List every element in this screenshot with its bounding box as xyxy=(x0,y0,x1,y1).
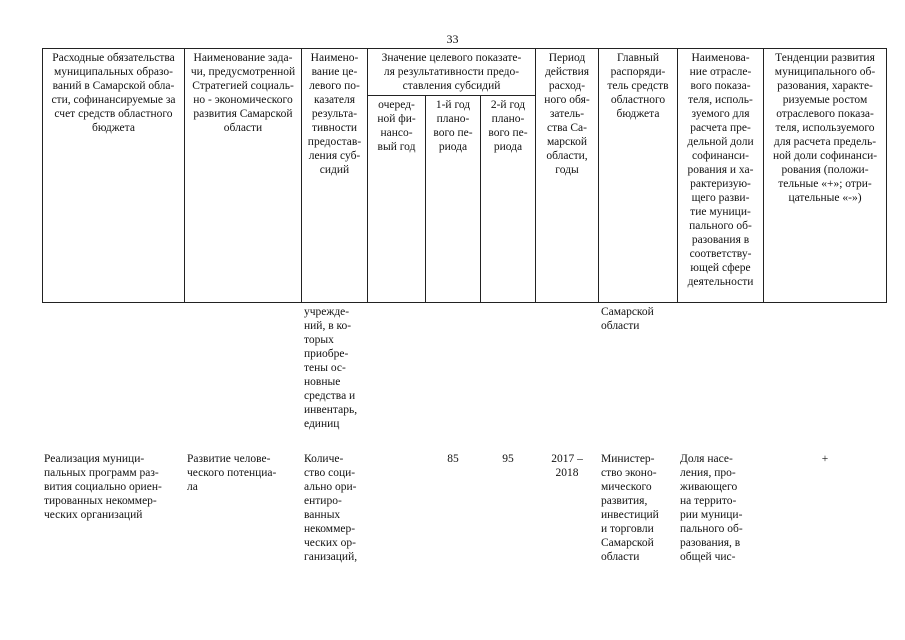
header-obligation-period: Период действия расход- ного обя- затель- ства Са- марской области, годы xyxy=(544,52,590,176)
page-number: 33 xyxy=(446,32,459,46)
header-plan-year-1: 1-й год плано- вого пе- риода xyxy=(433,99,473,153)
col-border xyxy=(42,48,43,303)
row-period: 2017 – 2018 xyxy=(551,453,583,479)
col-border xyxy=(598,48,599,303)
header-current-year: очеред- ной фи- нансо- вый год xyxy=(377,99,416,153)
col-border xyxy=(367,48,368,303)
header-main-manager: Главный распоряди- тель средств областного бюджета xyxy=(607,52,669,120)
group-divider xyxy=(367,95,535,96)
row-expenditure-obligation: Реализация муници- пальных программ раз- вития социально ориен- тированных некоммер- ческих организаций xyxy=(44,453,162,521)
continuation-manager-text: Самарской области xyxy=(601,306,654,332)
header-target-indicator-name: Наимено- вание це- левого по- казателя результа- тивности предостав- ления суб- сидий xyxy=(307,52,362,176)
row-indicator-name: Количе- ство соци- ально ори- ентиро- ванных некоммер- ческих ор- ганизаций, xyxy=(304,453,358,563)
col-border xyxy=(301,48,302,303)
row-value-plan-year-1: 85 xyxy=(447,453,459,465)
header-bottom-border xyxy=(42,302,886,303)
table-top-border xyxy=(42,48,886,49)
col-border xyxy=(184,48,185,303)
row-main-manager: Министер- ство эконо- мического развития, инвестиций и торговли Самарской области xyxy=(601,453,659,563)
header-plan-year-2: 2-й год плано- вого пе- риода xyxy=(488,99,528,153)
col-border xyxy=(886,48,887,303)
header-task-name: Наименование зада- чи, предусмотренной Стратегией социаль- но - экономического развития Самарской области xyxy=(190,52,296,134)
row-sector-indicator: Доля насе- ления, про- живающего на террито- рии муници- пального об- разования, в общей чис- xyxy=(680,453,743,563)
row-trend-sign: + xyxy=(821,453,829,465)
header-target-indicator-value: Значение целевого показате- ля результативности предо- ставления субсидий xyxy=(381,52,522,92)
header-expenditure-obligations: Расходные обязательства муниципальных образо- ваний в Самарской обла- сти, софинансируемые за счет средств областного бюджета xyxy=(51,52,176,134)
continuation-indicator-text: учрежде- ний, в ко- торых приобре- тены ос- новные средства и инвентарь, единиц xyxy=(304,306,358,430)
row-task-name: Развитие челове- ческого потенциа- ла xyxy=(187,453,277,493)
col-border xyxy=(425,95,426,303)
col-border xyxy=(763,48,764,303)
col-border xyxy=(677,48,678,303)
header-sector-indicator: Наименова- ние отрасле- вого показа- теля, исполь- зуемого для расчета пре- дельной доли софинанси- рования и ха- рактеризую- щего разви- тие муници- пального об- разования в соответству- ющей сфере деятельности xyxy=(687,52,754,288)
row-value-plan-year-2: 95 xyxy=(502,453,514,465)
col-border xyxy=(535,48,536,303)
header-development-trends: Тенденции развития муниципального об- разования, характе- ризуемые ростом отраслевого показа- теля, используемого для расчета предель- ной доли софинанси- рования (положи- тельные «+»; отри- цательные «-») xyxy=(772,52,878,204)
col-border xyxy=(480,95,481,303)
